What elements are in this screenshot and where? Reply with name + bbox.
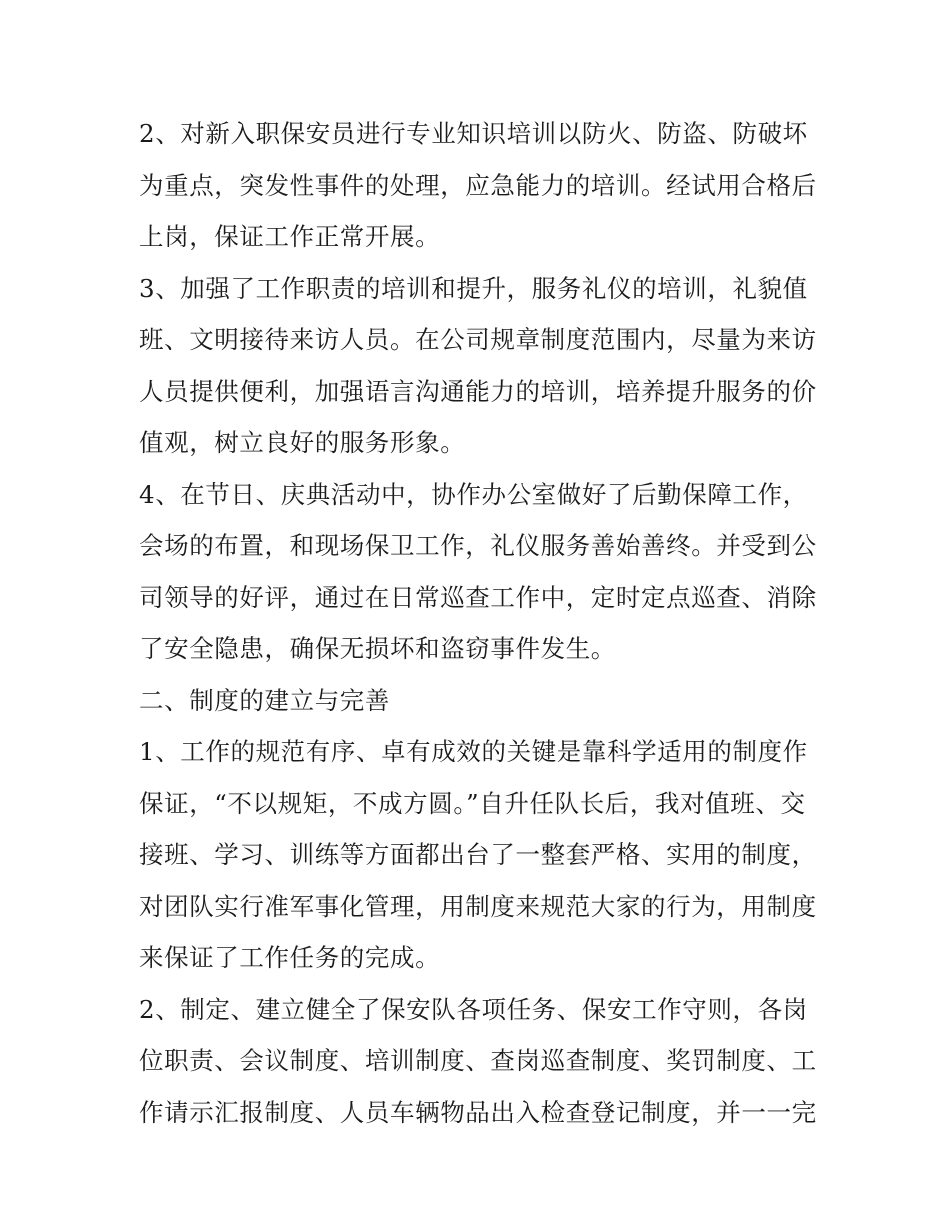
text-line: 接班、学习、训练等方面都出台了一整套严格、实用的制度， — [139, 840, 817, 869]
text-line: 3、加强了工作职责的培训和提升，服务礼仪的培训，礼貌值 — [139, 273, 808, 303]
text-line: 上岗，保证工作正常开展。 — [139, 222, 441, 251]
text-line: 了安全隐患，确保无损坏和盗窃事件发生。 — [139, 634, 616, 663]
text-line: 值观，树立良好的服务形象。 — [139, 428, 466, 457]
text-line: 2、对新入职保安员进行专业知识培训以防火、防盗、防破坏 — [139, 119, 808, 148]
document-body — [139, 108, 819, 1138]
text-line: 2、制定、建立健全了保安队各项任务、保安工作守则，各岗 — [139, 994, 808, 1024]
text-line: 班、文明接待来访人员。在公司规章制度范围内，尽量为来访 — [139, 325, 817, 354]
text-line: 1、工作的规范有序、卓有成效的关键是靠科学适用的制度作 — [139, 737, 808, 766]
text-line: 作请示汇报制度、人员车辆物品出入检查登记制度，并一一完 — [139, 1097, 817, 1127]
text-line: 对团队实行准军事化管理，用制度来规范大家的行为，用制度 — [139, 891, 817, 921]
text-line: 保证，“不以规矩，不成方圆。”自升任队长后，我对值班、交 — [139, 788, 806, 818]
text-line: 来保证了工作任务的完成。 — [139, 943, 441, 972]
text-line: 为重点，突发性事件的处理，应急能力的培训。经试用合格后 — [139, 170, 817, 200]
text-line: 人员提供便利，加强语言沟通能力的培训，培养提升服务的价 — [139, 376, 817, 406]
section-heading: 二、制度的建立与完善 — [139, 685, 390, 715]
text-line: 位职责、会议制度、培训制度、查岗巡查制度、奖罚制度、工 — [139, 1046, 817, 1075]
text-line: 会场的布置，和现场保卫工作，礼仪服务善始善终。并受到公 — [139, 531, 817, 560]
text-line: 司领导的好评，通过在日常巡查工作中，定时定点巡查、消除 — [139, 582, 817, 612]
text-line: 4、在节日、庆典活动中，协作办公室做好了后勤保障工作， — [139, 479, 808, 509]
